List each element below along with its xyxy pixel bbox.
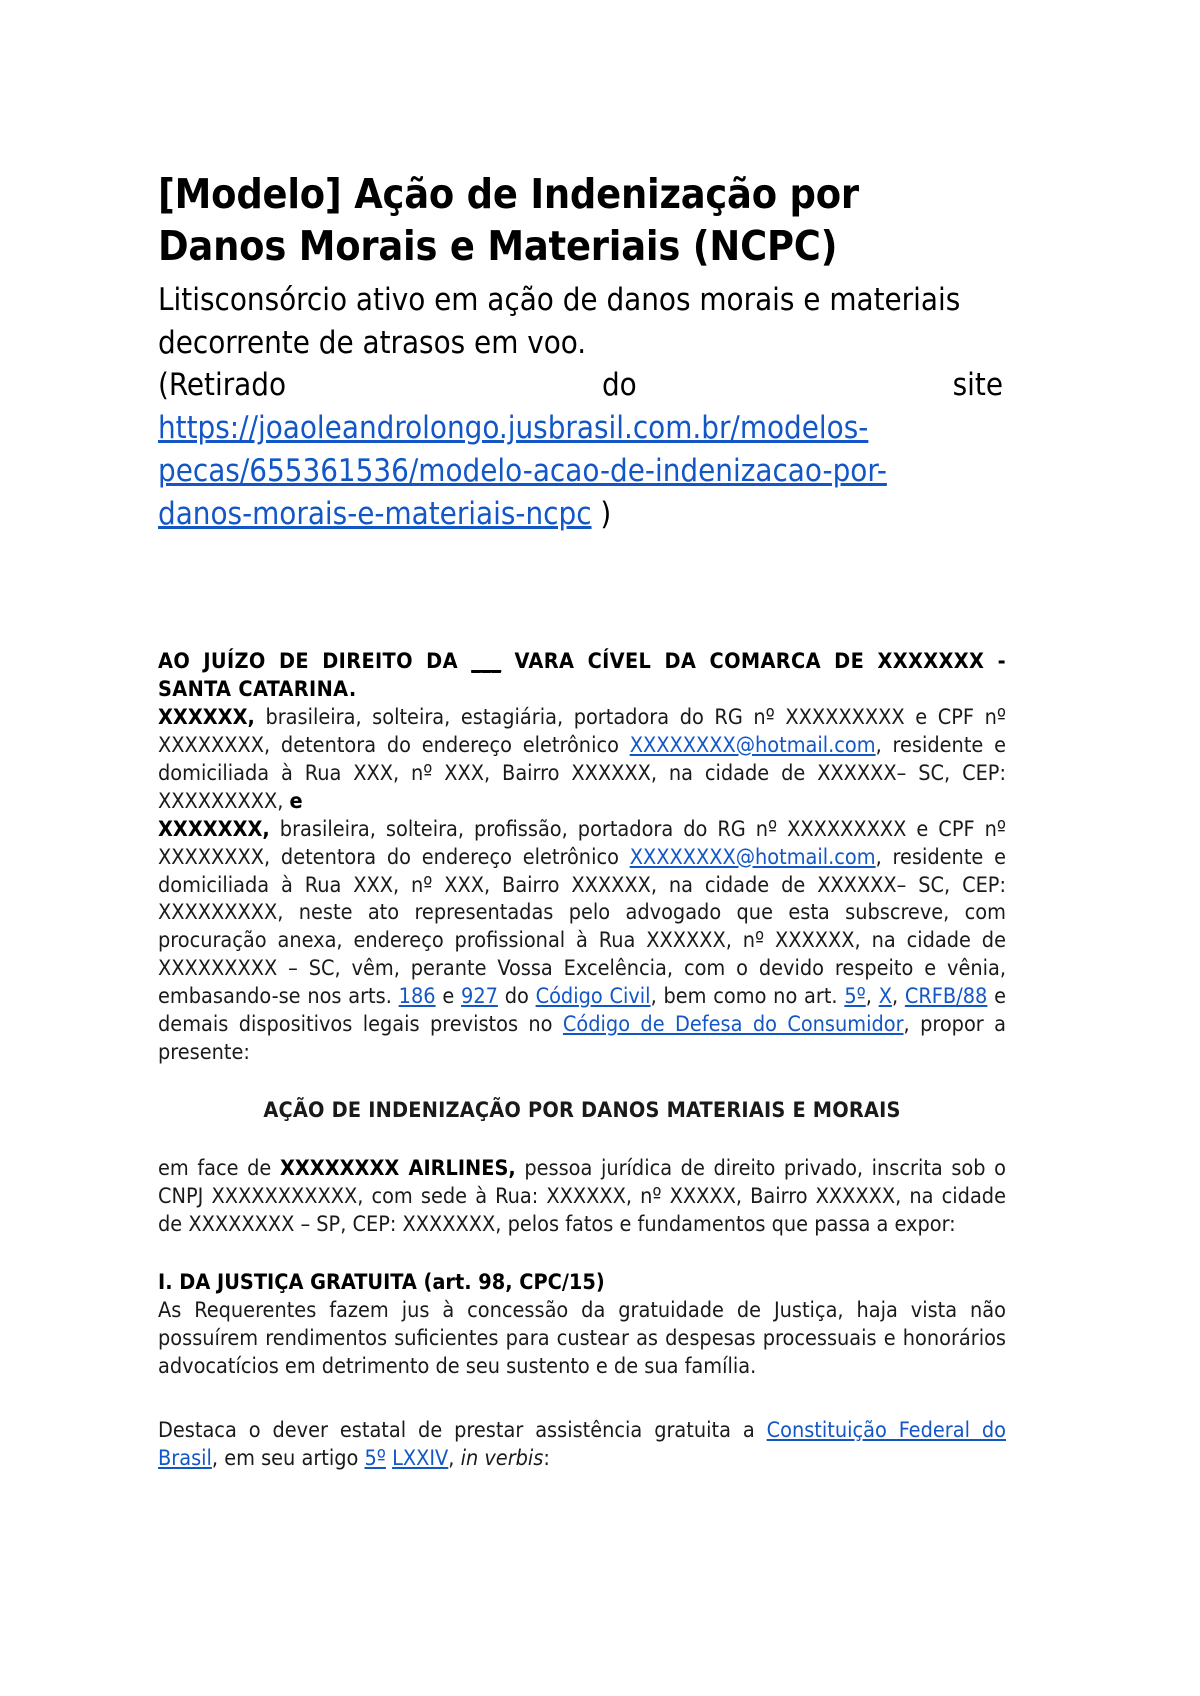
link-constituicao-federal[interactable]: Constituição Federal do Brasil — [158, 1417, 1006, 1471]
defendant-text: pessoa jurídica de direito privado, inscrita sob o CNPJ XXXXXXXXXXX, com sede à Rua: XXXXXX, nº XXXXX, Bairro XXXXXX, na cidade de XXXXXXXX – SP, CEP: XXXXXXX, pelos fatos e fundamentos que passa a expor: — [158, 1156, 1006, 1237]
link-inciso-x[interactable]: X — [878, 984, 892, 1010]
spacer — [158, 1125, 1006, 1155]
defendant-prefix: em face de — [158, 1156, 280, 1181]
plaintiff-2-text-b: , residente e domiciliada à Rua XXX, nº XXX, Bairro XXXXXX, na cidade de XXXXXX– SC, CEP: XXXXXXXXX, neste ato representadas pelo advogado que esta subscreve, com procuração anexa, endereço profissional à Rua XXXXXX, nº XXXXXX, na cidade de XXXXXXXXX – SC, vêm, perante Vossa Excelência, com o devido respeito e vênia, embasando-se nos arts. — [158, 844, 1006, 1010]
closing-text-d: , — [448, 1445, 461, 1471]
plaintiff-1-text-a: brasileira, solteira, estagiária, portadora do RG nº XXXXXXXXX e CPF nº XXXXXXXX, detentora do endereço eletrônico — [158, 704, 1006, 758]
plaintiff-2-name: XXXXXXX, — [158, 816, 270, 842]
link-inciso-lxxiv[interactable]: LXXIV — [392, 1445, 449, 1471]
link-codigo-defesa-consumidor[interactable]: Código de Defesa do Consumidor — [562, 1012, 904, 1038]
plaintiff-2-text-e: , bem como no art. — [650, 984, 845, 1010]
link-art-5[interactable]: 5º — [844, 984, 866, 1010]
defendant-name: XXXXXXXX AIRLINES, — [279, 1156, 516, 1181]
spacer — [158, 1381, 1006, 1417]
document-header — [158, 168, 1003, 536]
plaintiff-2-text-h: e demais dispositivos legais previstos no — [158, 984, 1007, 1038]
link-art-186[interactable]: 186 — [398, 984, 436, 1010]
source-prefix: (Retirado — [158, 367, 287, 404]
plaintiff-1-paragraph — [158, 704, 1006, 816]
closing-text-a: Destaca o dever estatal de prestar assistência gratuita a — [158, 1417, 767, 1443]
closing-text-b: , em seu artigo — [211, 1445, 365, 1471]
source-mid: do — [601, 367, 637, 404]
document-body — [158, 648, 1006, 1472]
court-heading-part2: VARA CÍVEL DA COMARCA DE XXXXXXX - SANTA CATARINA. — [158, 649, 1006, 702]
title-line-1: [Modelo] Ação de Indenização por — [158, 170, 859, 218]
action-title: AÇÃO DE INDENIZAÇÃO POR DANOS MATERIAIS E MORAIS — [263, 1098, 901, 1124]
plaintiff-2-text-g: , — [891, 984, 905, 1010]
source-url-close: ) — [591, 495, 612, 532]
court-heading-blank: ___ — [471, 649, 502, 674]
section-1-heading-text: I. DA JUSTIÇA GRATUITA (art. 98, CPC/15) — [158, 1269, 605, 1295]
page-title — [158, 168, 1003, 273]
link-codigo-civil[interactable]: Código Civil — [535, 984, 651, 1010]
document-subtitle: Litisconsórcio ativo em ação de danos morais e materiais decorrente de atrasos em voo. — [158, 281, 961, 361]
plaintiff-conjunction: e — [289, 788, 303, 814]
link-art-927[interactable]: 927 — [461, 984, 498, 1010]
plaintiff-2-text-d: do — [497, 984, 536, 1010]
plaintiff-1-email-link[interactable]: XXXXXXXX@hotmail.com — [629, 732, 876, 758]
plaintiff-2-paragraph — [158, 816, 1006, 1067]
title-line-2: Danos Morais e Materiais (NCPC) — [158, 222, 838, 271]
defendant-paragraph — [158, 1155, 1006, 1239]
source-url-line-2[interactable]: pecas/655361536/modelo-acao-de-indenizacao-por- — [158, 453, 887, 489]
court-heading — [158, 648, 1006, 704]
spacer — [158, 1239, 1006, 1269]
source-url-line-1[interactable]: https://joaoleandrolongo.jusbrasil.com.br/modelos- — [158, 410, 869, 447]
plaintiff-2-text-a: brasileira, solteira, profissão, portadora do RG nº XXXXXXXXX e CPF nº XXXXXXXX, detentora do endereço eletrônico — [158, 816, 1006, 870]
plaintiff-2-text-f: , — [865, 984, 879, 1010]
spacer — [158, 1067, 1006, 1097]
court-heading-part1: AO JUÍZO DE DIREITO DA — [158, 649, 472, 674]
in-verbis-text: in verbis — [460, 1445, 544, 1471]
section-1-heading — [158, 1269, 1006, 1297]
source-url-block — [158, 407, 1003, 535]
closing-paragraph — [158, 1417, 1006, 1473]
section-1-paragraph: As Requerentes fazem jus à concessão da gratuidade de Justiça, haja vista não possuírem rendimentos suficientes para custear as despesas processuais e honorários advocatícios em detrimento de seu sustento e de sua família. — [158, 1297, 1006, 1379]
plaintiff-1-name: XXXXXX, — [158, 704, 255, 730]
plaintiff-2-text-c: e — [435, 984, 462, 1010]
closing-text-e: : — [543, 1445, 550, 1471]
source-suffix: site — [952, 367, 1003, 404]
source-note-line — [158, 364, 1003, 407]
link-crfb-88[interactable]: CRFB/88 — [904, 984, 988, 1010]
plaintiff-1-text-b: , residente e domiciliada à Rua XXX, nº XXX, Bairro XXXXXX, na cidade de XXXXXX– SC, CEP: XXXXXXXXX, — [158, 732, 1006, 814]
plaintiff-2-text-i: , propor a presente: — [158, 1012, 1006, 1066]
source-url-line-3[interactable]: danos-morais-e-materiais-ncpc — [158, 495, 592, 532]
link-closing-art-5[interactable]: 5º — [364, 1445, 386, 1471]
plaintiff-2-email-link[interactable]: XXXXXXXX@hotmail.com — [629, 844, 876, 870]
